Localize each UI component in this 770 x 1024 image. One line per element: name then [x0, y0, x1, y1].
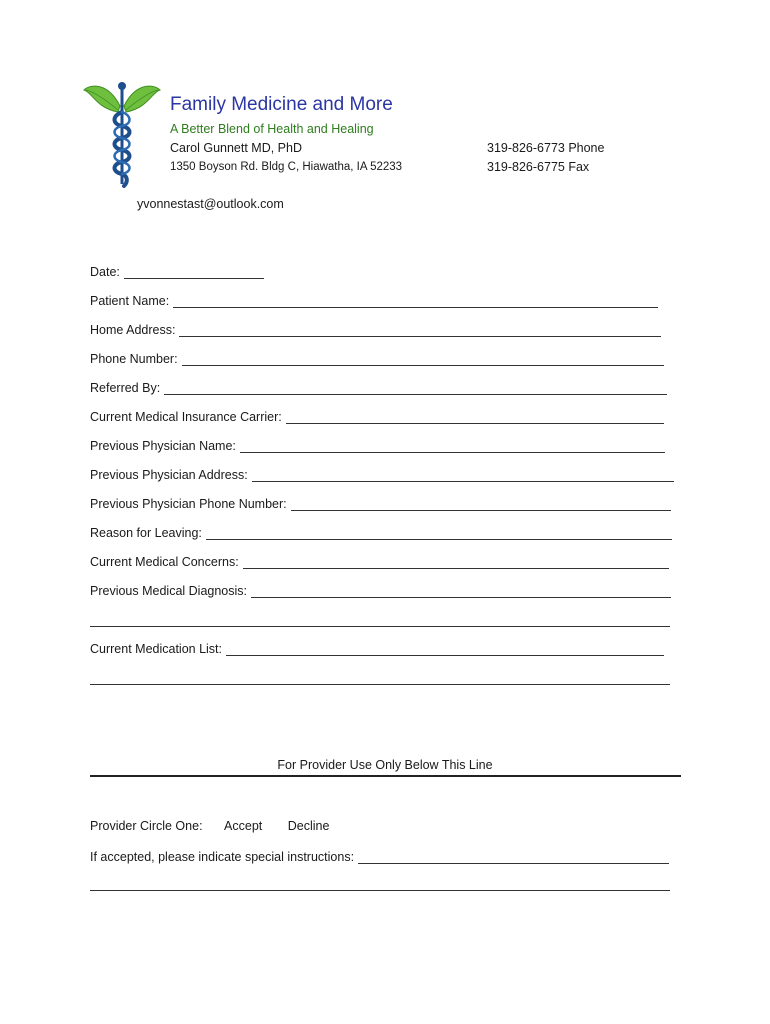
- referred-by-field[interactable]: [90, 379, 667, 395]
- date-line[interactable]: [124, 265, 264, 279]
- concerns-line[interactable]: [243, 555, 669, 569]
- referred-by-label: Referred By:: [90, 381, 161, 395]
- diagnosis-field[interactable]: [90, 582, 671, 598]
- medication-extra-line[interactable]: [90, 684, 670, 685]
- patient-name-line[interactable]: [173, 294, 658, 308]
- prev-physician-name-field[interactable]: [90, 437, 665, 453]
- caduceus-leaf-logo: [82, 78, 162, 190]
- prev-physician-phone-line[interactable]: [291, 497, 671, 511]
- practice-name: Family Medicine and More: [170, 94, 393, 115]
- instructions-field[interactable]: [90, 848, 669, 864]
- medication-line[interactable]: [226, 642, 664, 656]
- diagnosis-label: Previous Medical Diagnosis:: [90, 584, 248, 598]
- phone-number-label: Phone Number:: [90, 352, 178, 366]
- provider-divider: [90, 775, 681, 777]
- home-address-field[interactable]: [90, 321, 661, 337]
- concerns-field[interactable]: [90, 553, 669, 569]
- practice-address: 1350 Boyson Rd. Bldg C, Hiawatha, IA 52233: [170, 161, 403, 173]
- decline-option[interactable]: Decline: [287, 819, 330, 833]
- home-address-line[interactable]: [179, 323, 661, 337]
- instructions-line[interactable]: [358, 850, 669, 864]
- prev-physician-name-label: Previous Physician Name:: [90, 439, 236, 453]
- instructions-label: If accepted, please indicate special instructions:: [90, 850, 355, 864]
- instructions-extra-line[interactable]: [90, 890, 670, 891]
- doctor-name: Carol Gunnett MD, PhD: [170, 141, 302, 155]
- prev-physician-phone-field[interactable]: [90, 495, 671, 511]
- home-address-label: Home Address:: [90, 323, 176, 337]
- reason-leaving-field[interactable]: [90, 524, 672, 540]
- insurance-label: Current Medical Insurance Carrier:: [90, 410, 282, 424]
- phone-number-line[interactable]: [182, 352, 664, 366]
- practice-phone: 319-826-6773 Phone: [487, 141, 605, 155]
- practice-email: yvonnestast@outlook.com: [137, 197, 284, 211]
- diagnosis-line[interactable]: [251, 584, 671, 598]
- patient-name-field[interactable]: [90, 292, 658, 308]
- phone-number-field[interactable]: [90, 350, 664, 366]
- insurance-line[interactable]: [286, 410, 664, 424]
- medication-field[interactable]: [90, 640, 664, 656]
- referred-by-line[interactable]: [164, 381, 667, 395]
- provider-circle-row: [90, 819, 329, 833]
- reason-leaving-label: Reason for Leaving:: [90, 526, 202, 540]
- date-label: Date:: [90, 265, 120, 279]
- practice-fax: 319-826-6775 Fax: [487, 160, 590, 174]
- provider-circle-label: Provider Circle One:: [90, 819, 203, 833]
- prev-physician-address-line[interactable]: [252, 468, 674, 482]
- patient-name-label: Patient Name:: [90, 294, 170, 308]
- tagline: A Better Blend of Health and Healing: [170, 122, 374, 136]
- concerns-label: Current Medical Concerns:: [90, 555, 239, 569]
- medication-label: Current Medication List:: [90, 642, 223, 656]
- provider-section-heading: For Provider Use Only Below This Line: [277, 758, 493, 772]
- diagnosis-extra-line[interactable]: [90, 626, 670, 627]
- reason-leaving-line[interactable]: [206, 526, 672, 540]
- accept-option[interactable]: Accept: [224, 819, 263, 833]
- date-field[interactable]: [90, 263, 264, 279]
- prev-physician-address-field[interactable]: [90, 466, 674, 482]
- prev-physician-name-line[interactable]: [240, 439, 665, 453]
- prev-physician-address-label: Previous Physician Address:: [90, 468, 248, 482]
- prev-physician-phone-label: Previous Physician Phone Number:: [90, 497, 287, 511]
- insurance-field[interactable]: [90, 408, 664, 424]
